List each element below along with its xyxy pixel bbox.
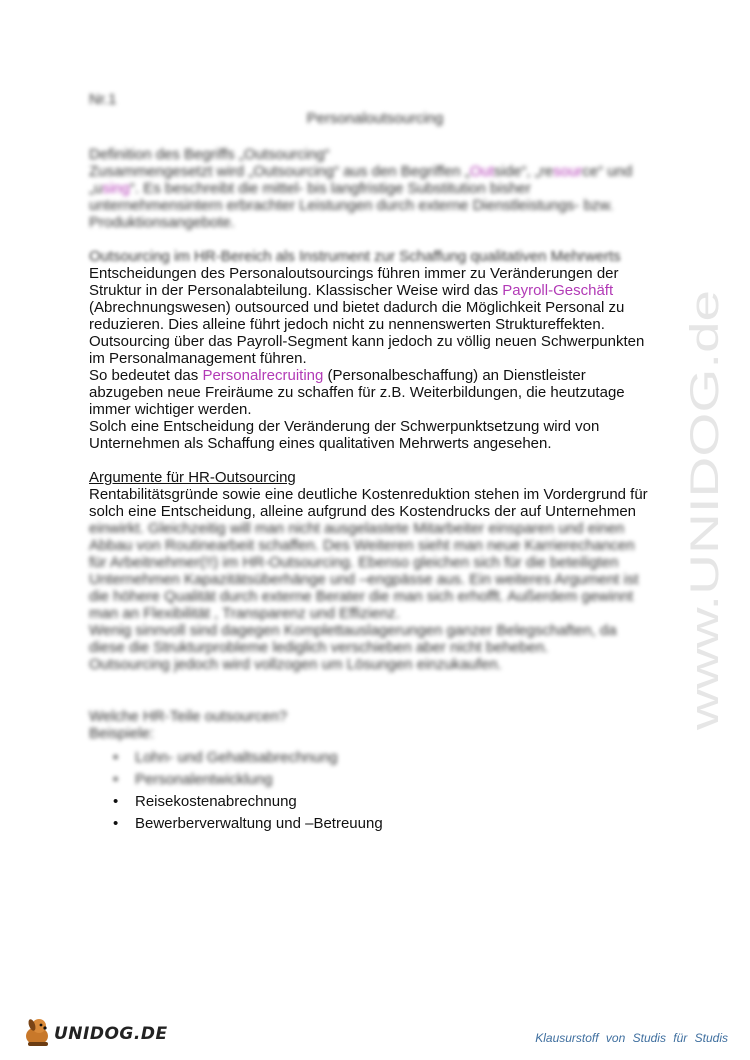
- bullet-item-3: • Reisekostenabrechnung: [113, 793, 297, 810]
- parts-subheading: Beispiele:: [89, 725, 155, 742]
- definition-line-1: Zusammengesetzt wird „Outsourcing“ aus den Begriffen „Outside“, „resource“ und: [89, 163, 633, 180]
- arguments-line-11: Outsourcing jedoch wird vollzogen um Lösungen einzukaufen.: [89, 656, 502, 673]
- hr-line-6: im Personalmanagement führen.: [89, 350, 307, 367]
- definition-line-4: Produktionsangebote.: [89, 214, 235, 231]
- hr-line-1: Entscheidungen des Personaloutsourcings führen immer zu Veränderungen der: [89, 265, 619, 282]
- recruiting-highlight: Personalrecruiting: [202, 367, 324, 384]
- bullet-icon: •: [113, 793, 119, 810]
- hr-line-3: (Abrechnungswesen) outsourced und bietet dadurch die Möglichkeit Personal zu: [89, 299, 625, 316]
- logo-text: UNIDOG.DE: [54, 1024, 168, 1044]
- bullet-item-4: • Bewerberverwaltung und –Betreuung: [113, 815, 383, 832]
- document-title: Personaloutsourcing: [306, 110, 444, 127]
- unidog-logo[interactable]: [22, 1016, 168, 1048]
- arguments-line-6: Unternehmen Kapazitätsüberhänge und –engpässe aus. Ein weiteres Argument ist: [89, 571, 639, 588]
- svg-text:www.UNIDOG.de: www.UNIDOG.de: [683, 418, 727, 730]
- hr-line-8: abzugeben neue Freiräume zu schaffen für z.B. Weiterbildungen, die heutzutage: [89, 384, 625, 401]
- hr-heading: Outsourcing im HR-Bereich als Instrument zur Schaffung qualitativen Mehrwerts: [89, 248, 621, 265]
- hr-line-5: Outsourcing über das Payroll-Segment kann jedoch zu völlig neuen Schwerpunkten: [89, 333, 645, 350]
- hr-line-10: Solch eine Entscheidung der Veränderung der Schwerpunktsetzung wird von: [89, 418, 600, 435]
- payroll-highlight: Payroll-Geschäft: [502, 282, 614, 299]
- bullet-icon: •: [113, 771, 119, 788]
- watermark: [683, 285, 728, 735]
- hr-line-9: immer wichtiger werden.: [89, 401, 252, 418]
- bullet-item-1: • Lohn- und Gehaltsabrechnung: [113, 749, 338, 766]
- arguments-line-7: die höhere Qualität durch externe Berater die man sich erhofft. Außerdem gewinnt: [89, 588, 634, 605]
- hr-line-7: So bedeutet das Personalrecruiting (Personalbeschaffung) an Dienstleister: [89, 367, 586, 384]
- definition-heading: Definition des Begriffs „Outsourcing“: [89, 146, 330, 163]
- bullet-item-2: • Personalentwicklung: [113, 771, 273, 788]
- arguments-line-8: man an Flexibilität , Transparenz und Effizienz.: [89, 605, 400, 622]
- hr-line-11: Unternehmen als Schaffung eines qualitativen Mehrwerts angesehen.: [89, 435, 552, 452]
- parts-heading: Welche HR-Teile outsourcen?: [89, 708, 288, 725]
- arguments-heading: Argumente für HR-Outsourcing: [89, 469, 296, 486]
- arguments-line-5: für Arbeitnehmer(!!) im HR-Outsourcing. Ebenso gleichen sich für die beteiligten: [89, 554, 619, 571]
- bullet-icon: •: [113, 815, 119, 832]
- arguments-line-4: Abbau von Routinearbeit schaffen. Des Weiteren sieht man neue Karrierechancen: [89, 537, 635, 554]
- hr-line-4: reduzieren. Dies alleine führt jedoch nicht zu nennenswerten Struktureffekten.: [89, 316, 605, 333]
- arguments-line-2: solch eine Entscheidung, alleine aufgrund des Kostendrucks der auf Unternehmen: [89, 503, 637, 520]
- arguments-line-3: einwirkt. Gleichzeitig will man nicht ausgelastete Mitarbeiter einsparen und einen: [89, 520, 625, 537]
- arguments-line-9: Wenig sinnvoll sind dagegen Komplettauslagerungen ganzer Belegschaften, da: [89, 622, 617, 639]
- definition-line-2: „using“. Es beschreibt die mittel- bis langfristige Substitution bisher: [89, 180, 531, 197]
- arguments-line-10: diese die Strukturprobleme lediglich verschieben aber nicht beheben.: [89, 639, 549, 656]
- definition-line-3: unternehmensintern erbrachter Leistungen durch externe Dienstleistungs- bzw.: [89, 197, 614, 214]
- document-number: Nr.1: [89, 91, 117, 108]
- footer-tagline: Klausurstoff von Studis für Studis: [535, 1031, 728, 1045]
- bullet-icon: •: [113, 749, 119, 766]
- hr-line-2: Struktur in der Personalabteilung. Klassischer Weise wird das Payroll-Geschäft: [89, 282, 614, 299]
- dog-icon: [22, 1016, 56, 1048]
- arguments-line-1: Rentabilitätsgründe sowie eine deutliche Kostenreduktion stehen im Vordergrund für: [89, 486, 648, 503]
